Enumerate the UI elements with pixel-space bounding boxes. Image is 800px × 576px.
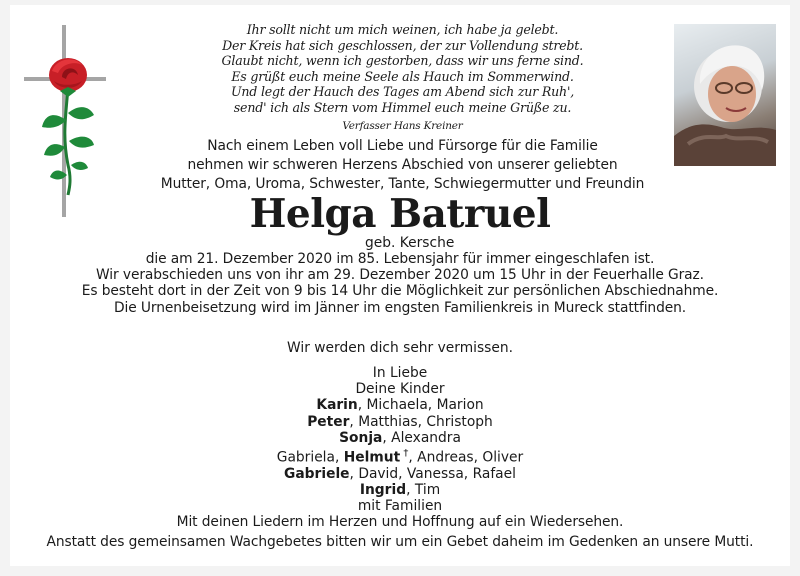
family-line (10, 482, 790, 498)
obituary-notice (10, 5, 790, 566)
portrait-photo (674, 24, 776, 166)
family-line (10, 446, 790, 466)
grandchildren-names: , Matthias, Christoph (349, 413, 493, 430)
family-list (10, 365, 790, 514)
child-name: Peter (307, 413, 350, 430)
intro-line: Mutter, Oma, Uroma, Schwester, Tante, Schwiegermutter und Freundin (160, 175, 645, 192)
grandchildren-names: , Tim (406, 482, 441, 499)
poem-line: Und legt der Hauch des Tages am Abend sich zur Ruh', (230, 84, 575, 100)
poem-line: send' ich als Stern vom Himmel euch meine Grüße zu. (233, 99, 572, 115)
grandchildren-names: , Alexandra (382, 429, 461, 446)
child-name: Ingrid (359, 482, 407, 499)
footer-line: Mit deinen Liedern im Herzen und Hoffnung auf ein Wiedersehen. (176, 514, 624, 530)
children-label: Deine Kinder (355, 381, 445, 398)
intro-text (120, 137, 685, 193)
family-line (10, 397, 790, 413)
child-name: Gabriele (284, 465, 350, 482)
family-line (10, 414, 790, 430)
announcement-line: Es besteht dort in der Zeit von 9 bis 14 Uhr die Möglichkeit zur persönlichen Abschiednahme. (81, 283, 719, 300)
announcement-line: Wir verabschieden uns von ihr am 29. Dezember 2020 um 15 Uhr in der Feuerhalle Graz. (96, 267, 704, 284)
grandchildren-names: , Michaela, Marion (357, 397, 484, 414)
with-families-label: mit Familien (357, 498, 443, 515)
poem-line: Der Kreis hat sich geschlossen, der zur Vollendung strebt. (222, 37, 583, 53)
family-line (10, 466, 790, 482)
poem-line: Glaubt nicht, wenn ich gestorben, dass wir uns ferne sind. (221, 53, 584, 69)
poem (170, 22, 635, 134)
child-name: Karin (316, 397, 358, 414)
family-line (10, 430, 790, 446)
poem-line: Es grüßt euch meine Seele als Hauch im Sommerwind. (231, 68, 574, 84)
family-name-prefix: Gabriela, (276, 449, 344, 466)
grandchildren-names: , David, Vanessa, Rafael (349, 465, 516, 482)
poem-author: Verfasser Hans Kreiner (342, 119, 463, 132)
footer-line: Anstatt des gemeinsamen Wachgebetes bitten wir um ein Gebet daheim im Gedenken an unsere Mutti. (46, 533, 754, 550)
child-name: Helmut (343, 449, 401, 466)
poem-line: Ihr sollt nicht um mich weinen, ich habe ja gelebt. (246, 22, 559, 37)
announcement-line: Die Urnenbeisetzung wird im Jänner im engsten Familienkreis in Mureck stattfinden. (113, 299, 687, 316)
footer-text (10, 513, 790, 552)
child-name: Sonja (339, 429, 383, 446)
miss-you-line: Wir werden dich sehr vermissen. (287, 340, 513, 356)
announcement-text (10, 251, 790, 316)
intro-line: Nach einem Leben voll Liebe und Fürsorge für die Familie (207, 138, 598, 154)
announcement-line: die am 21. Dezember 2020 im 85. Lebensjahr für immer eingeschlafen ist. (145, 251, 655, 267)
intro-line: nehmen wir schweren Herzens Abschied von unserer geliebten (187, 156, 618, 173)
grandchildren-names: , Andreas, Oliver (408, 449, 524, 466)
birth-name: geb. Kersche (365, 235, 455, 251)
in-love-label: In Liebe (372, 365, 428, 381)
deceased-cross-mark: † (400, 448, 409, 460)
deceased-name: Helga Batruel (249, 191, 551, 237)
